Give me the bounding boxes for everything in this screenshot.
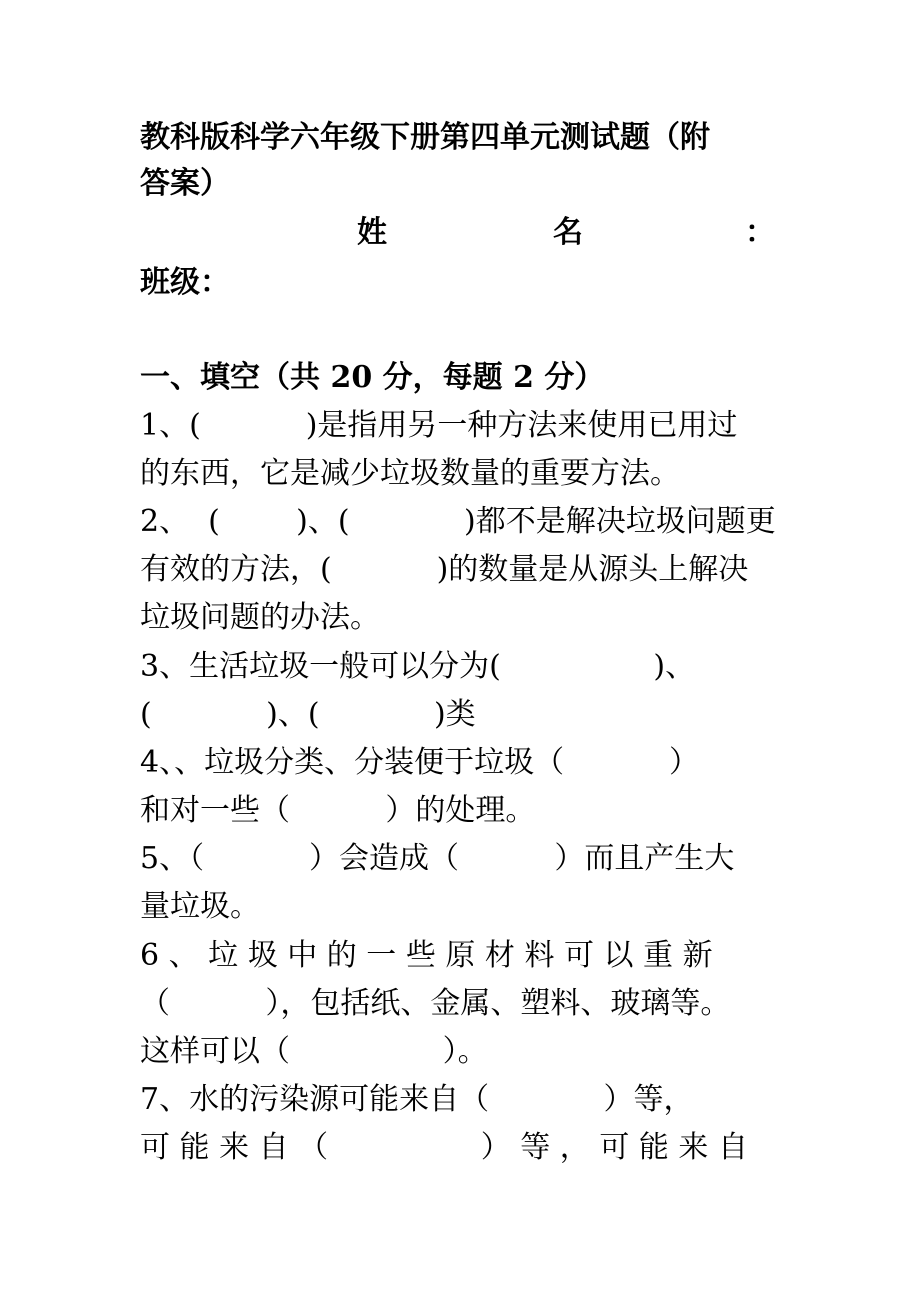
question-6-line-2: （ ），包括纸、金属、塑料、玻璃等。 bbox=[140, 986, 731, 1021]
document-title-line-1: 教科版科学六年级下册第四单元测试题（附 bbox=[140, 120, 710, 155]
class-label: 班级： bbox=[140, 265, 230, 300]
question-6-line-1: 6 、 垃 圾 中 的 一 些 原 材 料 可 以 重 新 bbox=[140, 938, 713, 973]
question-5-line-2: 量垃圾。 bbox=[140, 889, 260, 924]
name-label-char-2: 名 bbox=[553, 215, 583, 250]
question-4-line-2: 和对一些（ ）的处理。 bbox=[140, 793, 536, 828]
name-label-char-1: 姓 bbox=[357, 215, 387, 250]
question-2-line-2: 有效的方法，( )的数量是从源头上解决 bbox=[140, 552, 749, 587]
question-1-line-1: 1、( )是指用另一种方法来使用已用过 bbox=[140, 408, 738, 443]
name-label-colon: ： bbox=[745, 215, 775, 250]
question-2-line-1: 2、 ( )、( )都不是解决垃圾问题更 bbox=[140, 504, 776, 539]
section-1-heading: 一、填空（共 20 分，每题 2 分） bbox=[140, 360, 605, 395]
question-3-line-1: 3、生活垃圾一般可以分为( )、 bbox=[140, 649, 696, 684]
document-title-line-2: 答案） bbox=[140, 166, 230, 201]
question-6-line-3: 这样可以（ ）。 bbox=[140, 1034, 488, 1069]
question-5-line-1: 5、（ ）会造成（ ）而且产生大 bbox=[140, 841, 735, 876]
question-4-line-1: 4、、垃圾分类、分装便于垃圾（ ） bbox=[140, 745, 699, 780]
question-7-line-2: 可 能 来 自 （ ） 等 ， 可 能 来 自 bbox=[140, 1130, 748, 1165]
question-2-line-3: 垃圾问题的办法。 bbox=[140, 600, 380, 635]
question-1-line-2: 的东西，它是减少垃圾数量的重要方法。 bbox=[140, 456, 680, 491]
question-7-line-1: 7、水的污染源可能来自（ ）等， bbox=[140, 1082, 694, 1117]
question-3-line-2: ( )、( )类 bbox=[140, 697, 476, 732]
